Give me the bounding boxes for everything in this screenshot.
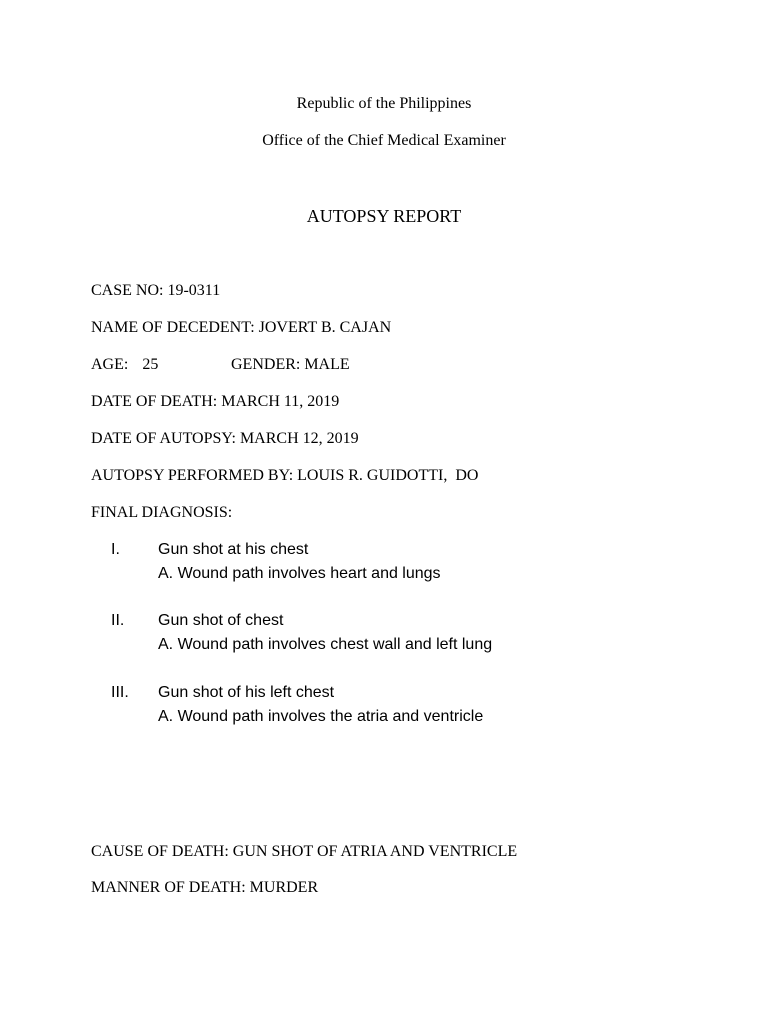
cause-of-death-value: GUN SHOT OF ATRIA AND VENTRICLE — [232, 843, 518, 860]
gender-value: MALE — [304, 356, 350, 373]
performed-by-label: AUTOPSY PERFORMED BY: — [91, 467, 294, 484]
manner-of-death-line — [91, 879, 318, 897]
diagnosis-numeral-2: II. — [111, 612, 125, 629]
date-of-death-value: MARCH 11, 2019 — [221, 393, 340, 410]
date-of-death-label: DATE OF DEATH: — [91, 393, 218, 410]
report-title: AUTOPSY REPORT — [306, 206, 462, 226]
age-value: 25 — [142, 356, 159, 373]
decedent-label: NAME OF DECEDENT: — [91, 319, 255, 336]
age-label: AGE: — [91, 356, 129, 373]
case-number-label: CASE NO: — [91, 282, 164, 299]
case-number-line — [91, 282, 220, 300]
diagnosis-sub-2: A. Wound path involves chest wall and left lung — [158, 636, 493, 653]
diagnosis-sub-1: A. Wound path involves heart and lungs — [158, 565, 441, 582]
diagnosis-finding-2: Gun shot of chest — [158, 612, 284, 629]
performed-by-value: LOUIS R. GUIDOTTI, DO — [297, 467, 479, 484]
diagnosis-numeral-3: III. — [111, 684, 129, 701]
date-of-autopsy-value: MARCH 12, 2019 — [239, 430, 359, 447]
case-number-value: 19-0311 — [167, 282, 221, 299]
date-of-death-line — [91, 393, 339, 411]
age-gender-line — [91, 356, 158, 374]
cause-of-death-line — [91, 843, 517, 861]
date-of-autopsy-label: DATE OF AUTOPSY: — [91, 430, 236, 447]
diagnosis-finding-3: Gun shot of his left chest — [158, 684, 335, 701]
header-office: Office of the Chief Medical Examiner — [262, 132, 506, 149]
date-of-autopsy-line — [91, 430, 359, 448]
performed-by-line — [91, 467, 478, 485]
cause-of-death-label: CAUSE OF DEATH: — [91, 843, 229, 860]
header-country: Republic of the Philippines — [296, 95, 472, 112]
diagnosis-sub-3: A. Wound path involves the atria and ventricle — [158, 708, 484, 725]
decedent-value: JOVERT B. CAJAN — [258, 319, 392, 336]
final-diagnosis-label: FINAL DIAGNOSIS: — [91, 504, 233, 521]
manner-of-death-label: MANNER OF DEATH: — [91, 879, 246, 896]
manner-of-death-value: MURDER — [249, 879, 319, 896]
gender-label: GENDER: — [231, 356, 301, 373]
diagnosis-numeral-1: I. — [111, 541, 120, 558]
diagnosis-finding-1: Gun shot at his chest — [158, 541, 309, 558]
decedent-line — [91, 319, 391, 337]
gender-block — [231, 356, 350, 374]
